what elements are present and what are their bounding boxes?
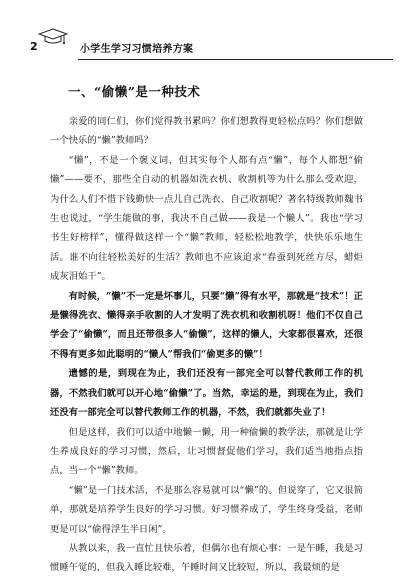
body-text	[50, 112, 363, 578]
paragraph: “懒”，不是一个褒义词，但其实每个人都有点“懒”，每个人都想“偷懒”——要不，那些全自动的机器如洗衣机、收割机等为什么那么受欢迎，为什么人们不惜下钱勤快一点儿自己洗衣、自己收割呢？著名特级教师魏书生也说过，“学生能做的事，我决不自己做——我是一个懒人”。我也“学习书生好榜样”，懂得做这样一个“懒”教师，轻松松地教学，快快乐乐地生活。谁不向往轻松美好的生活？教师也不应该追求“春蚕到死丝方尽，蜡炬成灰泪始干”。	[50, 154, 363, 283]
graduation-cap-icon	[38, 26, 68, 48]
paragraph-bold: 遗憾的是，到现在为止，我们还没有一部完全可以替代教师工作的机器，不然我们就可以开心地“偷懒”了。当然，幸运的是，到现在为止，我们还没有一部完全可以替代教师工作的机器，不然，我们就都失业了！	[50, 368, 363, 419]
book-title: 小学生学习习惯培养方案	[80, 44, 194, 55]
section-title: 一、“偷懒”是一种技术	[68, 84, 201, 99]
paragraph: 亲爱的同仁们，你们觉得教书累吗？你们想教得更轻松点吗？你们想做一个快乐的“懒”教师吗？	[50, 116, 363, 147]
paragraph: 但是这样，我们可以适中地懒一懒，用一种偷懒的教学法，那就是让学生养成良好的学习习惯，然后，让习惯督促他们学习，我们适当地指点指点，当一个“懒”教师。	[50, 426, 363, 477]
paragraph-bold: 有时候，“懒”不一定是坏事儿，只要“懒”得有水平，那就是“技术”！正是懒得洗衣、懒得亲手收割的人才发明了洗衣机和收割机呀！他们不仅自己学会了“偷懒”，而且还带很多人“偷懒”，这样的懒人，大家都很喜欢，还很不得有更多如此聪明的“懒人”帮我们“偷更多的懒”！	[50, 290, 363, 360]
running-header	[30, 32, 380, 60]
header-rule	[78, 59, 393, 60]
paragraph: 从教以来，我一直忙且快乐着，但偶尔也有烦心事：一是午睡，我是习惯睡午觉的，但我入睡比较难，午睡时间又比较短，所以，我最烦的是	[50, 542, 363, 574]
page-number: 2	[30, 40, 38, 53]
paragraph: “懒”是一门技术活，不是那么容易就可以“懒”的。但说穿了，它又很简单，那就是培养学生良好的学习习惯。好习惯养成了，学生终身受益，老师更是可以“偷得浮生半日闲”。	[50, 484, 363, 535]
